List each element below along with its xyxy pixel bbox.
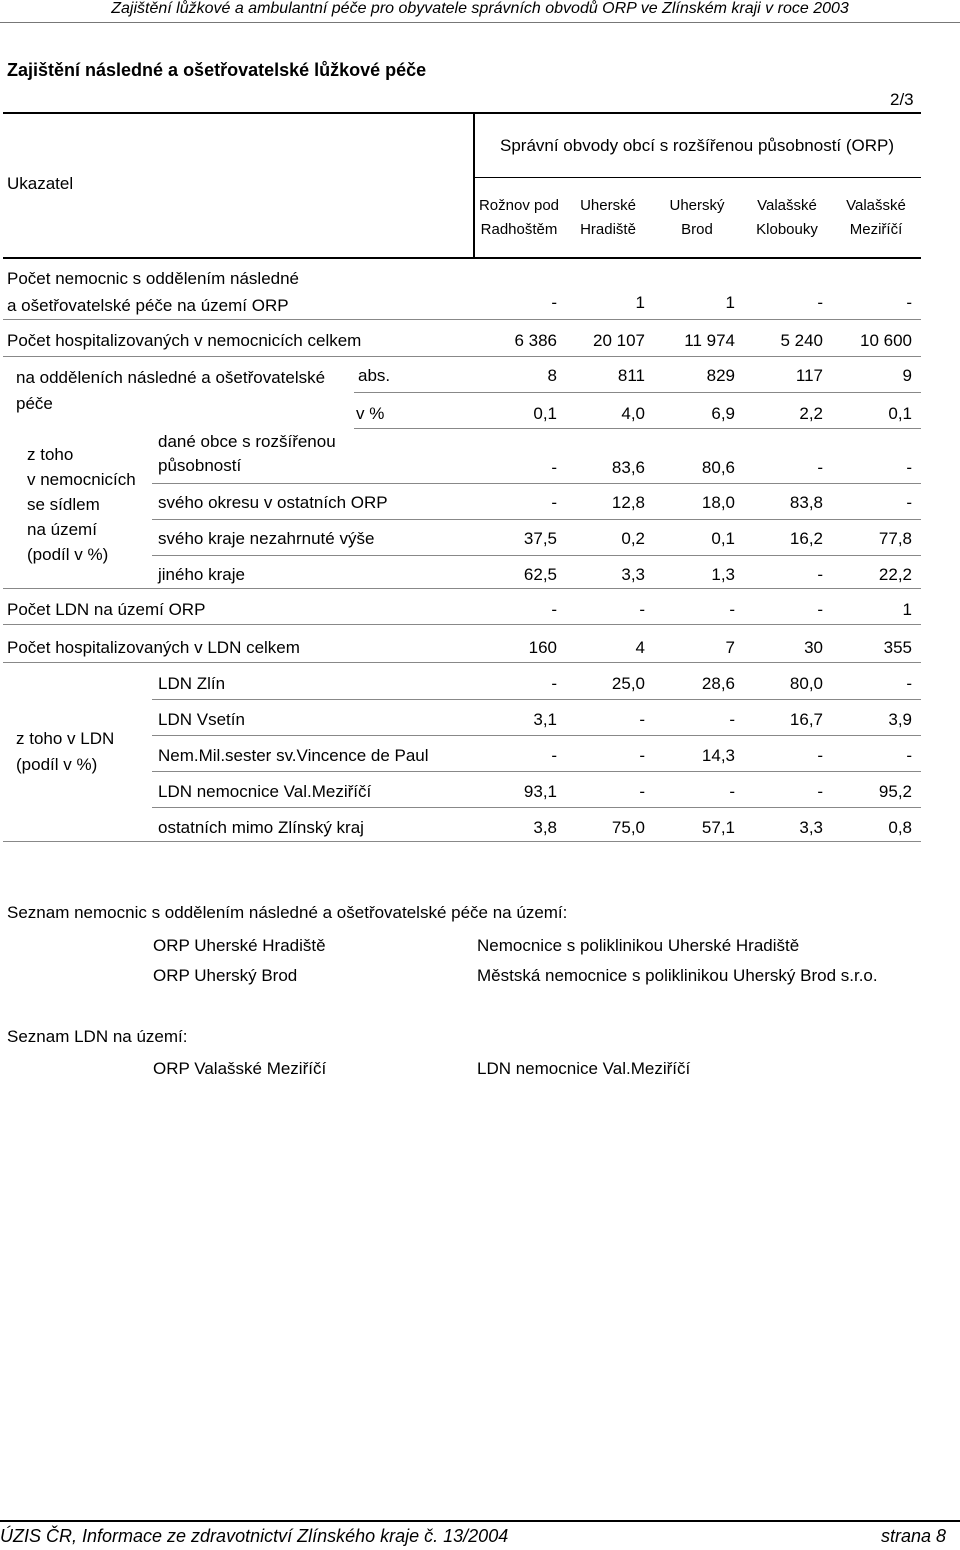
table-cell: 6,9: [711, 404, 735, 423]
page-title: Zajištění následné a ošetřovatelské lůžkové péče: [7, 60, 427, 80]
table-cell: 3,3: [621, 565, 645, 584]
row-rule: [3, 624, 921, 625]
table-cell: 11 974: [684, 331, 735, 350]
table-cell: -: [551, 293, 557, 312]
table-cell: 829: [706, 366, 735, 385]
group-label-ldn-share: z toho v LDN (podíl v %): [16, 729, 115, 774]
group-header: Správní obvody obcí s rozšířenou působností (ORP): [500, 136, 895, 155]
table-cell: 1: [635, 293, 645, 312]
row-label-ldn-count: Počet LDN na území ORP: [7, 600, 206, 619]
table-cell: 4,0: [621, 404, 645, 423]
table-cell: 77,8: [878, 529, 912, 548]
row-label-ldn-outside: ostatních mimo Zlínský kraj: [158, 818, 364, 837]
row-label-ldn-zlin: LDN Zlín: [158, 674, 226, 693]
table-cell: 3,3: [799, 818, 823, 837]
ldn-name: LDN nemocnice Val.Meziříčí: [477, 1059, 691, 1078]
header-rule: [0, 22, 960, 23]
table-cell: -: [729, 782, 735, 801]
row-label-hospitalized-total: Počet hospitalizovaných v nemocnicích celkem: [7, 331, 362, 350]
table-cell: 30: [804, 638, 823, 657]
table-cell: 93,1: [523, 782, 557, 801]
table-cell: -: [906, 746, 912, 765]
table-cell: 95,2: [878, 782, 912, 801]
table-cell: -: [551, 674, 557, 693]
table-cell: 7: [725, 638, 735, 657]
table-header-bottom-rule: [3, 257, 921, 259]
table-cell: 12,8: [611, 493, 645, 512]
table-cell: 28,6: [701, 674, 735, 693]
table-cell: 2,2: [799, 404, 823, 423]
row-rule: [152, 699, 921, 700]
row-rule: [354, 392, 921, 393]
table-cell: 0,1: [711, 529, 735, 548]
hospital-orp: ORP Uherský Brod: [153, 966, 298, 985]
table-cell: 16,7: [789, 710, 823, 729]
table-cell: 160: [528, 638, 557, 657]
table-cell: 3,8: [533, 818, 557, 837]
row-rule: [354, 428, 921, 429]
row-rule: [152, 555, 921, 556]
table-cell: 83,6: [611, 458, 645, 477]
table-cell: 80,6: [701, 458, 735, 477]
hospitals-list-title: Seznam nemocnic s oddělením následné a ošetřovatelské péče na území:: [7, 903, 568, 922]
table-cell: 75,0: [611, 818, 645, 837]
footer-page: strana 8: [880, 1526, 946, 1546]
table-cell: -: [639, 710, 645, 729]
table-cell: 14,3: [701, 746, 735, 765]
row-rule: [3, 319, 921, 320]
table-cell: -: [639, 746, 645, 765]
table-cell: 0,1: [533, 404, 557, 423]
row-label-ldn-hospitalized: Počet hospitalizovaných v LDN celkem: [7, 638, 300, 657]
row-label-follow-up-wards: na odděleních následné a ošetřovatelské péče: [16, 368, 326, 413]
page-header: Zajištění lůžkové a ambulantní péče pro obyvatele správních obvodů ORP ve Zlínském kraji v roce 2003: [111, 0, 849, 17]
table-cell: -: [639, 782, 645, 801]
column-header-val-klobouky: Valašské Klobouky: [756, 197, 818, 238]
table-cell: 37,5: [523, 529, 557, 548]
table-cell: -: [817, 600, 823, 619]
table-cell: 1: [725, 293, 735, 312]
row-label-other-region: jiného kraje: [158, 565, 245, 584]
table-cell: 1: [902, 600, 912, 619]
table-cell: 1,3: [711, 565, 735, 584]
row-label-ldn-vsetin: LDN Vsetín: [158, 710, 245, 729]
table-cell: 20 107: [593, 331, 645, 350]
row-rule: [152, 807, 921, 808]
group-label-z-toho: z toho v nemocnicích se sídlem na území (podíl v %): [27, 445, 136, 564]
table-cell: -: [551, 746, 557, 765]
table-cell: -: [551, 600, 557, 619]
table-cell: -: [817, 293, 823, 312]
table-cell: 0,2: [621, 529, 645, 548]
table-cell: 811: [617, 366, 645, 385]
label-pct: v %: [356, 404, 385, 423]
row-label-own-region: svého kraje nezahrnuté výše: [158, 529, 375, 548]
indicator-header: Ukazatel: [7, 174, 74, 193]
table-top-rule: [3, 112, 921, 114]
table-bottom-rule: [3, 841, 921, 842]
table-cell: 0,8: [888, 818, 912, 837]
row-label-ldn-val-mezirici: LDN nemocnice Val.Meziříčí: [158, 782, 372, 801]
table-cell: 80,0: [789, 674, 823, 693]
table-cell: 5 240: [780, 331, 823, 350]
table-cell: -: [817, 782, 823, 801]
row-rule: [3, 588, 921, 589]
table-cell: 3,1: [533, 710, 557, 729]
row-rule: [152, 735, 921, 736]
table-cell: 16,2: [789, 529, 823, 548]
row-rule: [3, 662, 921, 663]
table-cell: 355: [883, 638, 912, 657]
table-cell: -: [817, 746, 823, 765]
table-cell: 57,1: [701, 818, 735, 837]
table-cell: -: [906, 458, 912, 477]
table-cell: 9: [902, 366, 912, 385]
row-label-own-orp: dané obce s rozšířenou působností: [158, 432, 336, 475]
row-label-ldn-vincence: Nem.Mil.sester sv.Vincence de Paul: [158, 746, 429, 765]
row-label-hospitals-count: Počet nemocnic s oddělením následné a ošetřovatelské péče na území ORP: [7, 269, 300, 315]
table-cell: -: [906, 293, 912, 312]
hospital-name: Nemocnice s poliklinikou Uherské Hradiště: [477, 936, 800, 955]
column-header-val-mezirici: Valašské Meziříčí: [846, 197, 906, 238]
column-header-roznov: Rožnov pod Radhoštěm: [478, 197, 560, 238]
table-cell: 6 386: [514, 331, 557, 350]
group-header-rule: [473, 177, 921, 178]
page-part: 2/3: [890, 90, 914, 109]
label-abs: abs.: [358, 366, 391, 385]
column-header-uh-brod: Uherský Brod: [669, 197, 725, 238]
table-cell: -: [729, 600, 735, 619]
table-cell: 10 600: [860, 331, 912, 350]
table-cell: 8: [547, 366, 557, 385]
table-cell: 22,2: [878, 565, 912, 584]
table-cell: -: [817, 565, 823, 584]
table-cell: 4: [635, 638, 645, 657]
ldn-orp: ORP Valašské Meziříčí: [153, 1059, 327, 1078]
table-cell: -: [906, 674, 912, 693]
hospital-name: Městská nemocnice s poliklinikou Uherský Brod s.r.o.: [477, 966, 878, 985]
table-cell: -: [817, 458, 823, 477]
table-cell: -: [639, 600, 645, 619]
table-cell: 0,1: [888, 404, 912, 423]
row-rule: [152, 483, 921, 484]
table-cell: -: [551, 458, 557, 477]
table-cell: -: [906, 493, 912, 512]
footer-rule: [0, 1520, 960, 1522]
table-cell: -: [551, 493, 557, 512]
row-rule: [152, 771, 921, 772]
footer-source: ÚZIS ČR, Informace ze zdravotnictví Zlínského kraje č. 13/2004: [0, 1526, 509, 1546]
table-cell: 62,5: [523, 565, 557, 584]
table-cell: 117: [795, 366, 823, 385]
table-cell: 83,8: [789, 493, 823, 512]
row-rule: [152, 519, 921, 520]
table-cell: 25,0: [611, 674, 645, 693]
row-rule: [3, 356, 921, 357]
table-cell: -: [729, 710, 735, 729]
ldn-list-title: Seznam LDN na území:: [7, 1027, 188, 1046]
row-label-own-district: svého okresu v ostatních ORP: [158, 493, 388, 512]
table-cell: 18,0: [701, 493, 735, 512]
table-cell: 3,9: [888, 710, 912, 729]
column-header-uh-hradiste: Uherské Hradiště: [580, 197, 636, 238]
hospital-orp: ORP Uherské Hradiště: [153, 936, 326, 955]
